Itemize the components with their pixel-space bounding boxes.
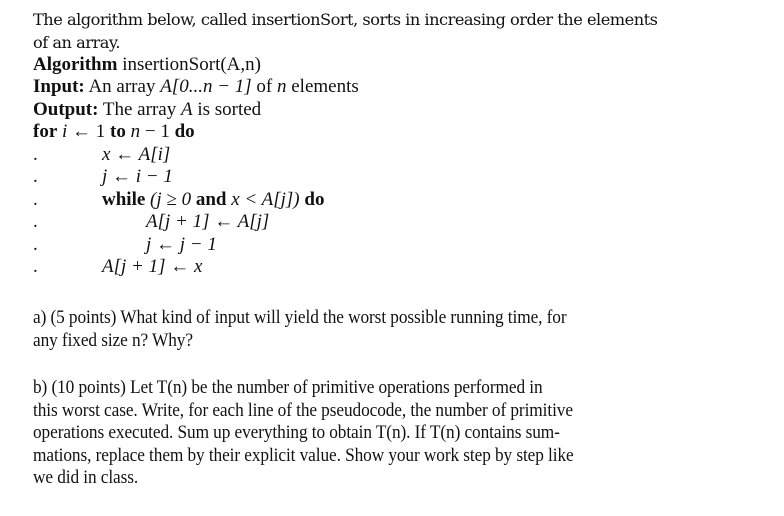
code-dot: . (33, 189, 38, 210)
question-b-line: operations executed. Sum up everything to obtain T(n). If T(n) contains sum- (33, 422, 560, 443)
input-math-n: n (277, 76, 287, 97)
output-math: A (180, 99, 193, 120)
question-b-line: mations, replace them by their explicit value. Show your work step by step like (33, 444, 574, 466)
code-for-line (33, 121, 195, 143)
code-line-3 (33, 189, 533, 211)
output-text: The array (102, 99, 177, 120)
algorithm-name: insertionSort(A,n) (122, 54, 261, 75)
code-text: x ← A[i] (102, 144, 171, 165)
for-start: 1 (95, 121, 106, 142)
question-a-line: a) (5 points) What kind of input will yield the worst possible running time, for (33, 307, 567, 328)
assign-arrow: ← (72, 121, 92, 142)
input-text-post: elements (291, 76, 359, 97)
do-keyword: do (174, 121, 195, 142)
code-line-1 (33, 144, 533, 166)
intro-line-1: The algorithm below, called insertionSort, sorts in increasing order the elements (33, 10, 658, 29)
code-text: A[j + 1] ← x (102, 256, 203, 277)
input-line (33, 76, 359, 98)
question-b-line: this worst case. Write, for each line of the pseudocode, the number of primitive (33, 399, 573, 421)
code-dot: . (33, 144, 38, 165)
for-keyword: for (33, 121, 58, 142)
code-dot: . (33, 166, 38, 187)
code-dot: . (33, 211, 38, 232)
input-text: An array (88, 76, 156, 97)
input-label: Input: (33, 76, 85, 97)
code-dot: . (33, 234, 38, 255)
input-text-mid: of (256, 76, 273, 97)
question-a (33, 307, 656, 352)
code-text: A[j + 1] ← A[j] (146, 211, 270, 232)
output-line (33, 99, 261, 121)
question-a-line: any fixed size n? Why? (33, 329, 193, 351)
code-line-2 (33, 166, 533, 188)
code-text: j ← j − 1 (146, 234, 217, 255)
algorithm-label: Algorithm (33, 54, 118, 75)
input-math: A[0...n − 1] (160, 76, 252, 97)
code-line-5 (33, 234, 533, 256)
while-cond-pre: (j ≥ 0 (150, 189, 192, 210)
and-keyword: and (195, 189, 227, 210)
output-text-post: is sorted (197, 99, 262, 120)
do-keyword: do (304, 189, 325, 210)
while-keyword: while (102, 189, 146, 210)
to-keyword: to (110, 121, 126, 142)
for-end-var: n (130, 121, 141, 142)
question-b-line: b) (10 points) Let T(n) be the number of primitive operations performed in (33, 377, 543, 398)
while-cond-post: x < A[j]) (231, 189, 300, 210)
algorithm-header (33, 54, 261, 76)
code-line-4 (33, 211, 533, 233)
code-dot: . (33, 256, 38, 277)
question-b-line: we did in class. (33, 467, 139, 488)
code-text: j ← i − 1 (102, 166, 173, 187)
for-var: i (62, 121, 68, 142)
output-label: Output: (33, 99, 99, 120)
question-b (33, 377, 656, 490)
for-end-rest: − 1 (144, 121, 170, 142)
code-line-6 (33, 256, 533, 278)
intro-line-2: of an array. (33, 33, 121, 52)
